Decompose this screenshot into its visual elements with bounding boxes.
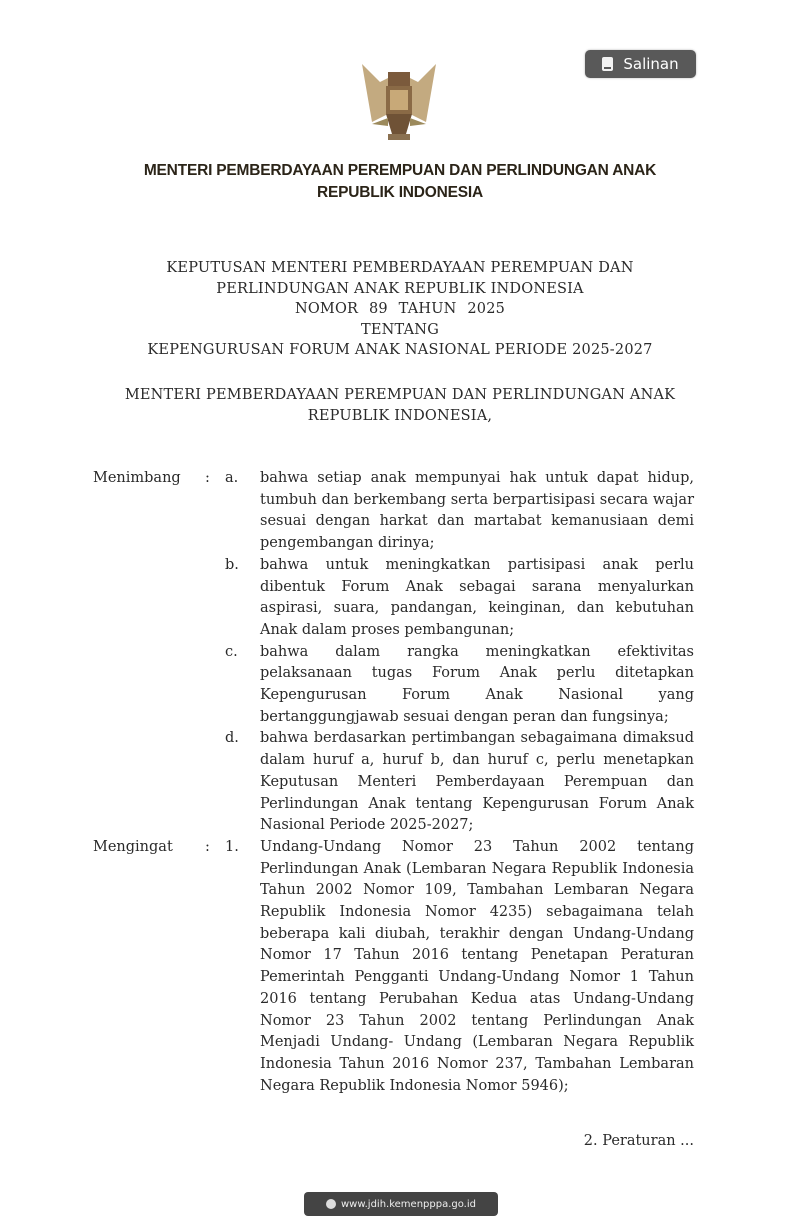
mengingat-colon: : bbox=[205, 838, 210, 855]
copy-button-label: Salinan bbox=[623, 55, 679, 73]
menimbang-item-a bbox=[0, 468, 800, 555]
source-url: www.jdih.kemenpppa.go.id bbox=[341, 1198, 476, 1210]
issuer-heading bbox=[0, 385, 800, 427]
menimbang-colon: : bbox=[205, 470, 210, 486]
item-text: bahwa berdasarkan pertimbangan sebagaimana dimaksud dalam huruf a, huruf b, dan huruf c, perlu menetapkan Keputusan Menteri Pemberdayaan Perempuan dan Perlindungan Anak tentang Kepengurusan Forum Anak Nasional Periode 2025-2027; bbox=[260, 730, 694, 834]
title-line-2: PERLINDUNGAN ANAK REPUBLIK INDONESIA bbox=[216, 280, 584, 297]
mengingat-label: Mengingat bbox=[93, 838, 173, 855]
mengingat-item-1 bbox=[0, 837, 800, 1097]
item-marker: b. bbox=[225, 556, 239, 573]
menimbang-item-d bbox=[0, 728, 800, 837]
title-line-1: KEPUTUSAN MENTERI PEMBERDAYAAN PEREMPUAN DAN bbox=[166, 260, 634, 276]
item-text: Undang-Undang Nomor 23 Tahun 2002 tentang Perlindungan Anak (Lembaran Negara Republik Indonesia Tahun 2002 Nomor 109, Tambahan Lembaran Negara Republik Indonesia Nomor 4235) sebagaimana telah beberapa kali diubah, terakhir dengan Undang-Undang Nomor 17 Tahun 2016 tentang Penetapan Peraturan Pemerintah Pengganti Undang-Undang Nomor 1 Tahun 2016 tentang Perubahan Kedua atas Undang-Undang Nomor 23 Tahun 2002 tentang Perlindungan Anak Menjadi Undang- Undang (Lembaran Negara Republik Indonesia Tahun 2016 Nomor 237, Tambahan Lembaran Negara Republik Indonesia Nomor 5946); bbox=[260, 838, 694, 1094]
copy-button[interactable] bbox=[585, 50, 696, 78]
item-text: bahwa setiap anak mempunyai hak untuk dapat hidup, tumbuh dan berkembang serta berpartisipasi secara wajar sesuai dengan harkat dan martabat kemanusiaan demi pengembangan dirinya; bbox=[260, 470, 694, 552]
globe-icon bbox=[326, 1199, 336, 1209]
garuda-emblem-icon bbox=[352, 52, 446, 146]
source-url-badge[interactable] bbox=[304, 1192, 498, 1216]
menimbang-label: Menimbang bbox=[93, 470, 181, 486]
item-text: bahwa untuk meningkatkan partisipasi anak perlu dibentuk Forum Anak sebagai sarana menyalurkan aspirasi, suara, pandangan, keinginan, dan kebutuhan Anak dalam proses pembangunan; bbox=[260, 556, 694, 638]
institution-line-1: MENTERI PEMBERDAYAAN PEREMPUAN DAN PERLINDUNGAN ANAK bbox=[143, 162, 657, 179]
menimbang-item-b bbox=[0, 555, 800, 642]
issuer-line-2: REPUBLIK INDONESIA, bbox=[307, 408, 493, 424]
document-copy-icon bbox=[602, 57, 613, 71]
item-marker: 1. bbox=[225, 838, 239, 855]
title-number: NOMOR 89 TAHUN 2025 bbox=[294, 301, 506, 317]
institution-line-2: REPUBLIK INDONESIA bbox=[316, 184, 484, 201]
item-marker: a. bbox=[225, 470, 239, 486]
item-marker: d. bbox=[225, 730, 239, 747]
menimbang-item-c bbox=[0, 642, 800, 729]
decree-title bbox=[0, 258, 800, 361]
issuer-line-1: MENTERI PEMBERDAYAAN PEREMPUAN DAN PERLINDUNGAN ANAK bbox=[124, 387, 676, 403]
item-marker: c. bbox=[225, 643, 238, 660]
item-text: bahwa dalam rangka meningkatkan efektivitas pelaksanaan tugas Forum Anak perlu ditetapkan Kepengurusan Forum Anak Nasional yang bertanggungjawab sesuai dengan peran dan fungsinya; bbox=[260, 643, 694, 725]
decree-body bbox=[0, 468, 800, 1097]
title-tentang: TENTANG bbox=[361, 321, 439, 338]
title-subject: KEPENGURUSAN FORUM ANAK NASIONAL PERIODE 2025-2027 bbox=[147, 342, 653, 358]
continuation-marker: 2. Peraturan ... bbox=[583, 1133, 694, 1149]
institution-header bbox=[0, 160, 800, 204]
